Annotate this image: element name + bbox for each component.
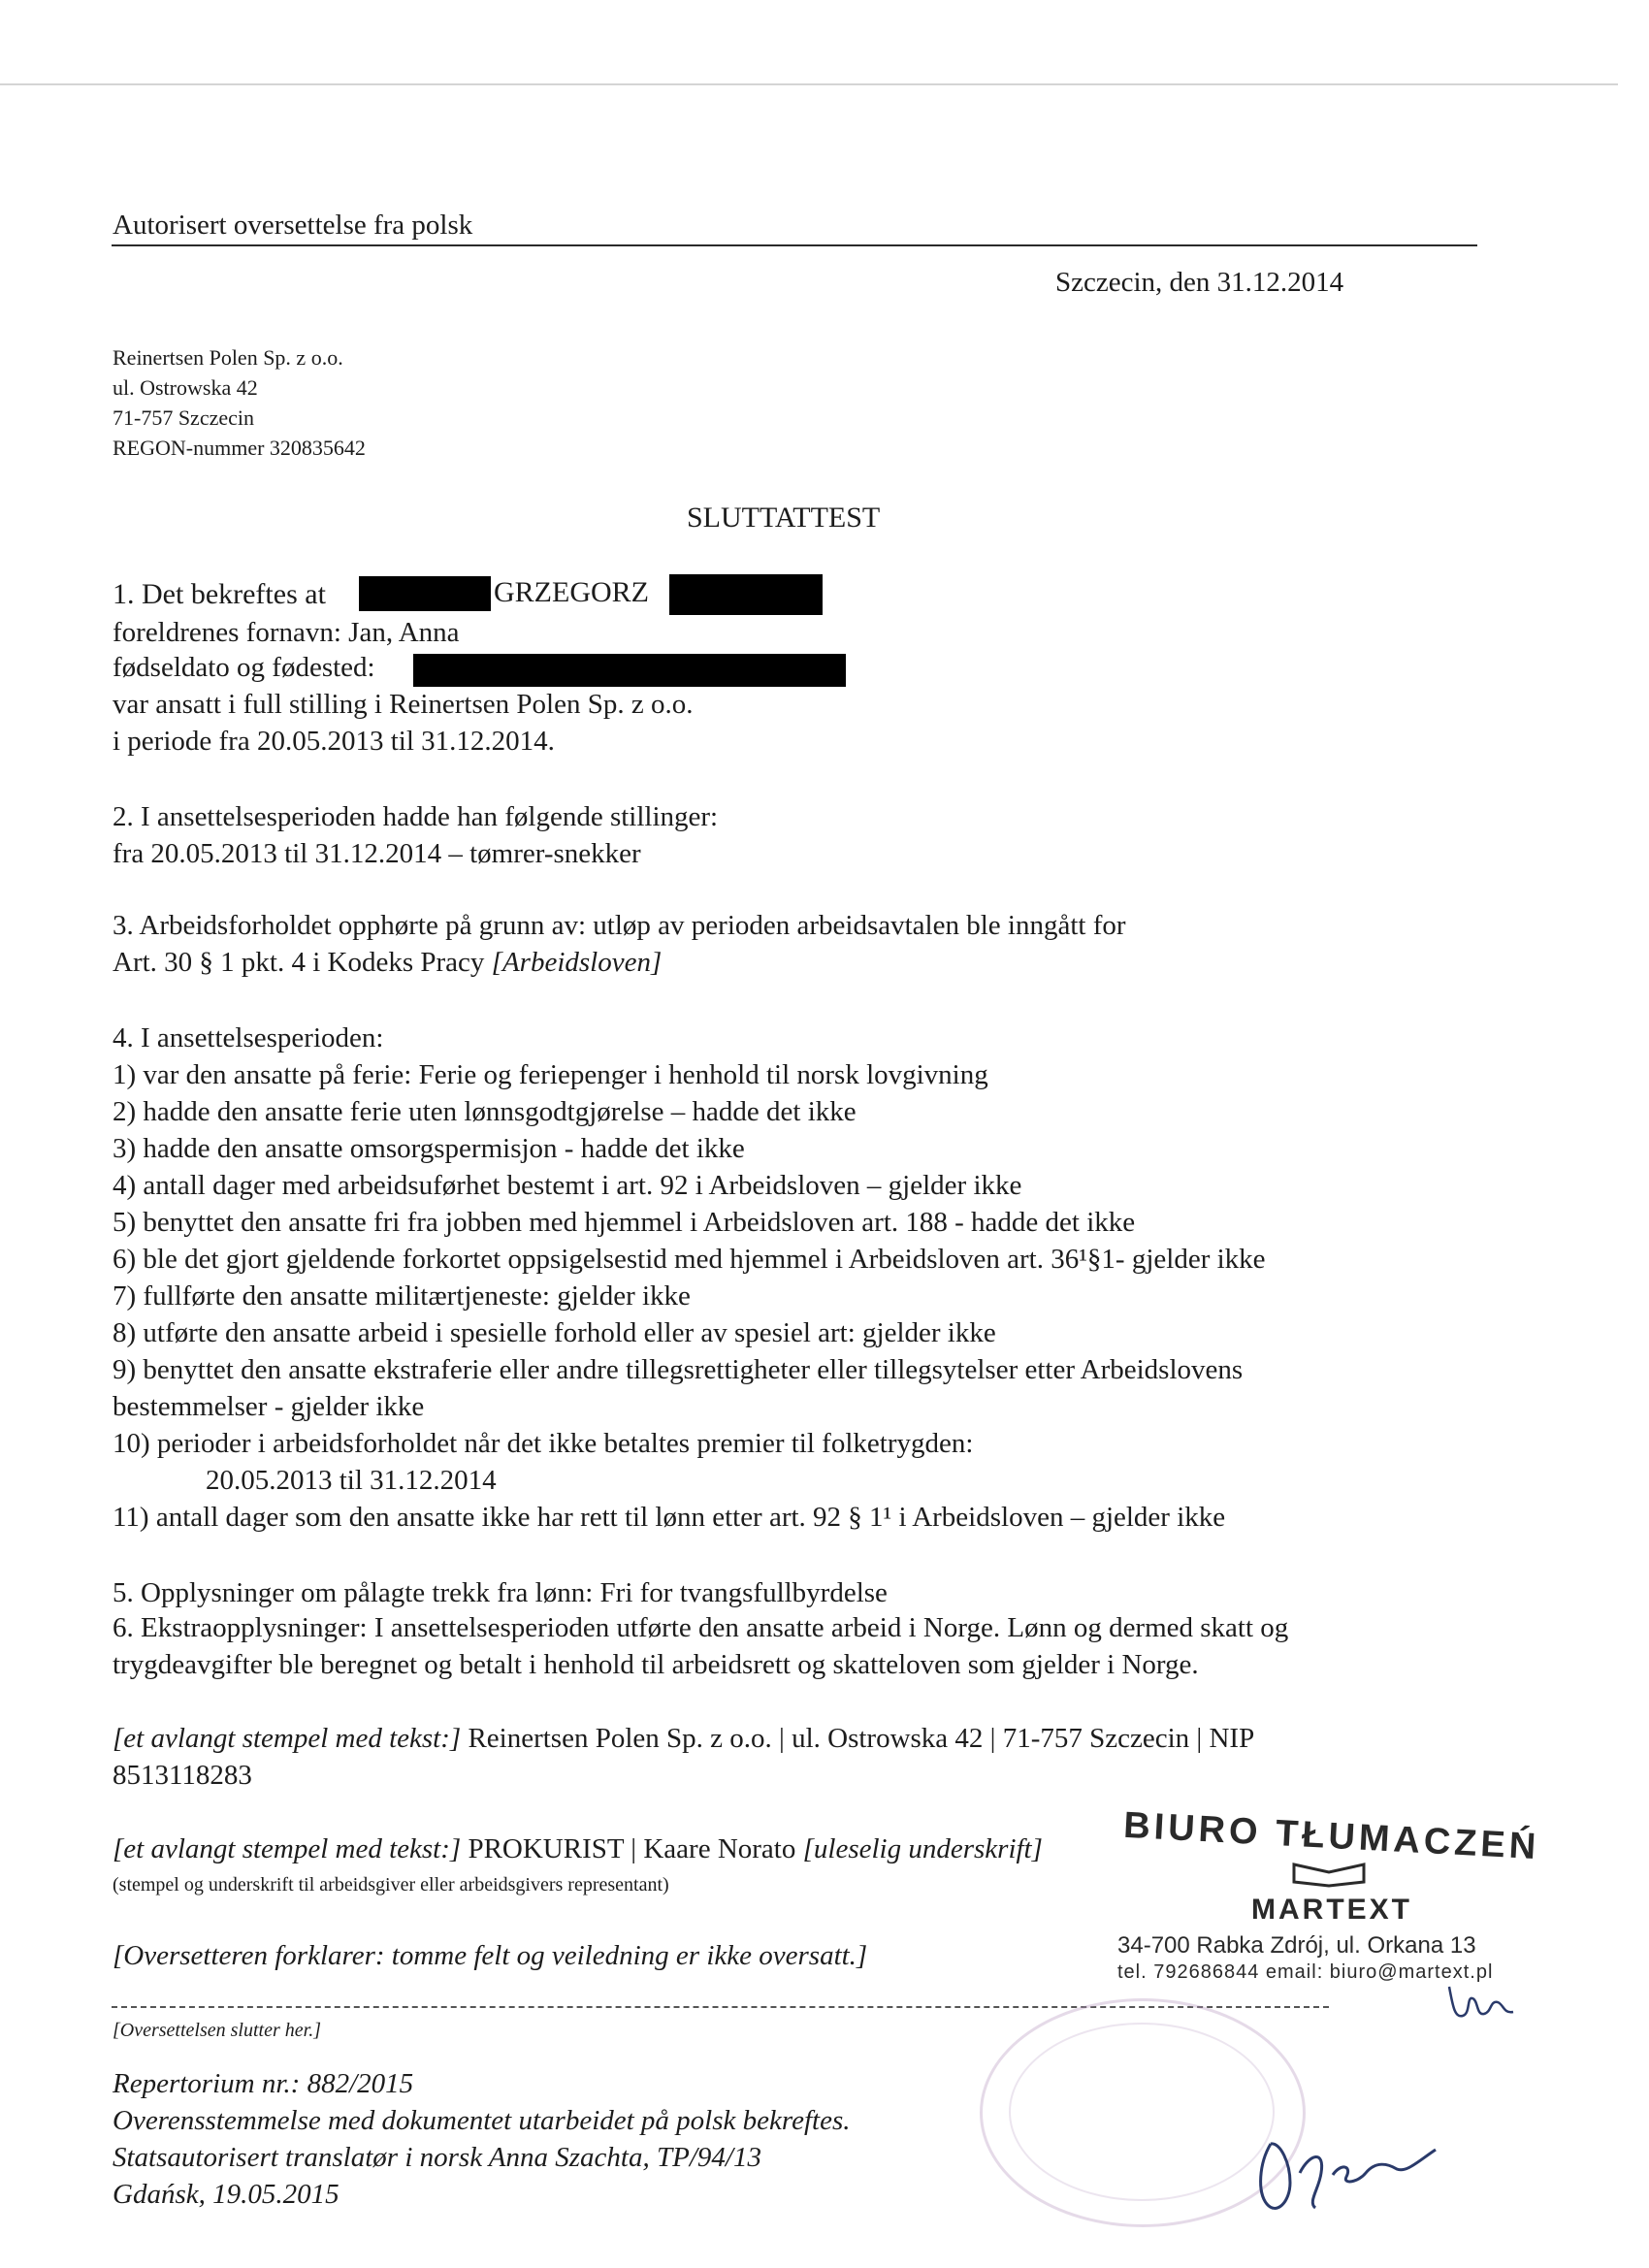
list-item-continuation: 20.05.2013 til 31.12.2014 xyxy=(206,1465,497,1496)
handwritten-signature xyxy=(1443,1979,1521,2025)
office-stamp-contact: tel. 792686844 email: biuro@martext.pl xyxy=(1117,1961,1494,1983)
employer-street: ul. Ostrowska 42 xyxy=(113,375,258,400)
list-item: 9) benyttet den ansatte ekstraferie eller andre tillegsrettigheter eller tillegsytelser etter Arbeidslovens xyxy=(113,1354,1244,1385)
stamp-1-nip: 8513118283 xyxy=(113,1760,252,1791)
stamp-2-caption: (stempel og underskrift til arbeidsgiver eller arbeidsgivers representant) xyxy=(113,1874,669,1895)
employer-name: Reinertsen Polen Sp. z o.o. xyxy=(113,345,343,370)
translator-note: [Oversetteren forklarer: tomme felt og veiledning er ikke oversatt.] xyxy=(113,1940,868,1971)
list-item: 1) var den ansatte på ferie: Ferie og feriepenger i henhold til norsk lovgivning xyxy=(113,1059,988,1090)
scan-top-edge xyxy=(0,83,1618,85)
section-5: 5. Opplysninger om pålagte trekk fra lønn: Fri for tvangsfullbyrdelse xyxy=(113,1577,888,1608)
stamp-1-line-1 xyxy=(113,1723,1254,1755)
employee-first-name: GRZEGORZ xyxy=(494,576,649,608)
book-icon xyxy=(1290,1859,1368,1888)
section-3-legal-ref: Art. 30 § 1 pkt. 4 i Kodeks Pracy xyxy=(113,947,485,978)
stamp-2-illegible: [uleselig underskrift] xyxy=(802,1833,1043,1864)
office-stamp-name: BIURO TŁUMACZEŃ xyxy=(1122,1804,1541,1868)
office-stamp-brand: MARTEXT xyxy=(1251,1894,1412,1926)
certification-line-4: Gdańsk, 19.05.2015 xyxy=(113,2179,340,2210)
list-item-continuation: bestemmelser - gjelder ikke xyxy=(113,1391,425,1422)
certification-line-2: Overensstemmelse med dokumentet utarbeidet på polsk bekreftes. xyxy=(113,2105,851,2136)
list-item: 2) hadde den ansatte ferie uten lønnsgodtgjørelse – hadde det ikke xyxy=(113,1096,857,1127)
redaction-block xyxy=(359,576,491,611)
list-item: 3) hadde den ansatte omsorgspermisjon - hadde det ikke xyxy=(113,1133,745,1164)
stamp-1-italic: [et avlangt stempel med tekst:] xyxy=(113,1723,462,1754)
section-4-heading: 4. I ansettelsesperioden: xyxy=(113,1022,384,1053)
section-1-line-5: i periode fra 20.05.2013 til 31.12.2014. xyxy=(113,726,555,757)
translation-note: Autorisert oversettelse fra polsk xyxy=(113,210,473,241)
list-item: 4) antall dager med arbeidsuførhet bestemt i art. 92 i Arbeidsloven – gjelder ikke xyxy=(113,1170,1022,1201)
employer-city: 71-757 Szczecin xyxy=(113,405,254,430)
section-6-line-1: 6. Ekstraopplysninger: I ansettelsesperioden utførte den ansatte arbeid i Norge. Lønn og dermed skatt og xyxy=(113,1612,1289,1643)
list-item: 8) utførte den ansatte arbeid i spesielle forhold eller av spesiel art: gjelder ikke xyxy=(113,1317,996,1348)
section-1-line-2: foreldrenes fornavn: Jan, Anna xyxy=(113,617,460,648)
redaction-block xyxy=(669,574,823,615)
section-3-italic-note: [Arbeidsloven] xyxy=(491,947,663,978)
section-1-line-3: fødseldato og fødested: xyxy=(113,652,375,683)
list-item: 6) ble det gjort gjeldende forkortet oppsigelsestid med hjemmel i Arbeidsloven art. 36¹§1- gjelder ikke xyxy=(113,1244,1266,1275)
office-stamp-address: 34-700 Rabka Zdrój, ul. Orkana 13 xyxy=(1117,1932,1476,1959)
section-2-line-1: 2. I ansettelsesperioden hadde han følgende stillinger: xyxy=(113,801,719,832)
stamp-2-line xyxy=(113,1833,1043,1865)
redaction-block xyxy=(413,654,846,687)
list-item: 11) antall dager som den ansatte ikke har rett til lønn etter art. 92 § 1¹ i Arbeidsloven – gjelder ikke xyxy=(113,1502,1226,1533)
stamp-2-text: PROKURIST | Kaare Norato xyxy=(468,1833,796,1864)
place-date: Szczecin, den 31.12.2014 xyxy=(1055,267,1344,298)
list-item: 5) benyttet den ansatte fri fra jobben med hjemmel i Arbeidsloven art. 188 - hadde det ikke xyxy=(113,1207,1136,1238)
stamp-2-italic: [et avlangt stempel med tekst:] xyxy=(113,1833,462,1864)
header-divider xyxy=(112,244,1477,246)
list-item: 10) perioder i arbeidsforholdet når det ikke betaltes premier til folketrygden: xyxy=(113,1428,974,1459)
section-1-line-1: 1. Det bekreftes at xyxy=(113,578,326,610)
end-note: [Oversettelsen slutter her.] xyxy=(113,2020,321,2041)
certification-line-3: Statsautorisert translatør i norsk Anna Szachta, TP/94/13 xyxy=(113,2142,761,2173)
certification-line-1: Repertorium nr.: 882/2015 xyxy=(113,2068,414,2099)
section-6-line-2: trygdeavgifter ble beregnet og betalt i henhold til arbeidsrett og skatteloven som gjelder i Norge. xyxy=(113,1649,1199,1680)
official-seal-inner xyxy=(1009,2023,1275,2201)
list-item: 7) fullførte den ansatte militærtjeneste: gjelder ikke xyxy=(113,1280,691,1312)
section-1-line-4: var ansatt i full stilling i Reinertsen Polen Sp. z o.o. xyxy=(113,689,694,720)
section-2-line-2: fra 20.05.2013 til 31.12.2014 – tømrer-snekker xyxy=(113,838,641,869)
document-title: SLUTTATTEST xyxy=(687,502,881,534)
translator-signature xyxy=(1251,2115,1445,2221)
section-3-line-2 xyxy=(113,947,662,979)
stamp-1-text: Reinertsen Polen Sp. z o.o. | ul. Ostrowska 42 | 71-757 Szczecin | NIP xyxy=(468,1723,1255,1754)
section-3-line-1: 3. Arbeidsforholdet opphørte på grunn av: utløp av perioden arbeidsavtalen ble inngått for xyxy=(113,910,1126,941)
employer-regon: REGON-nummer 320835642 xyxy=(113,436,366,460)
